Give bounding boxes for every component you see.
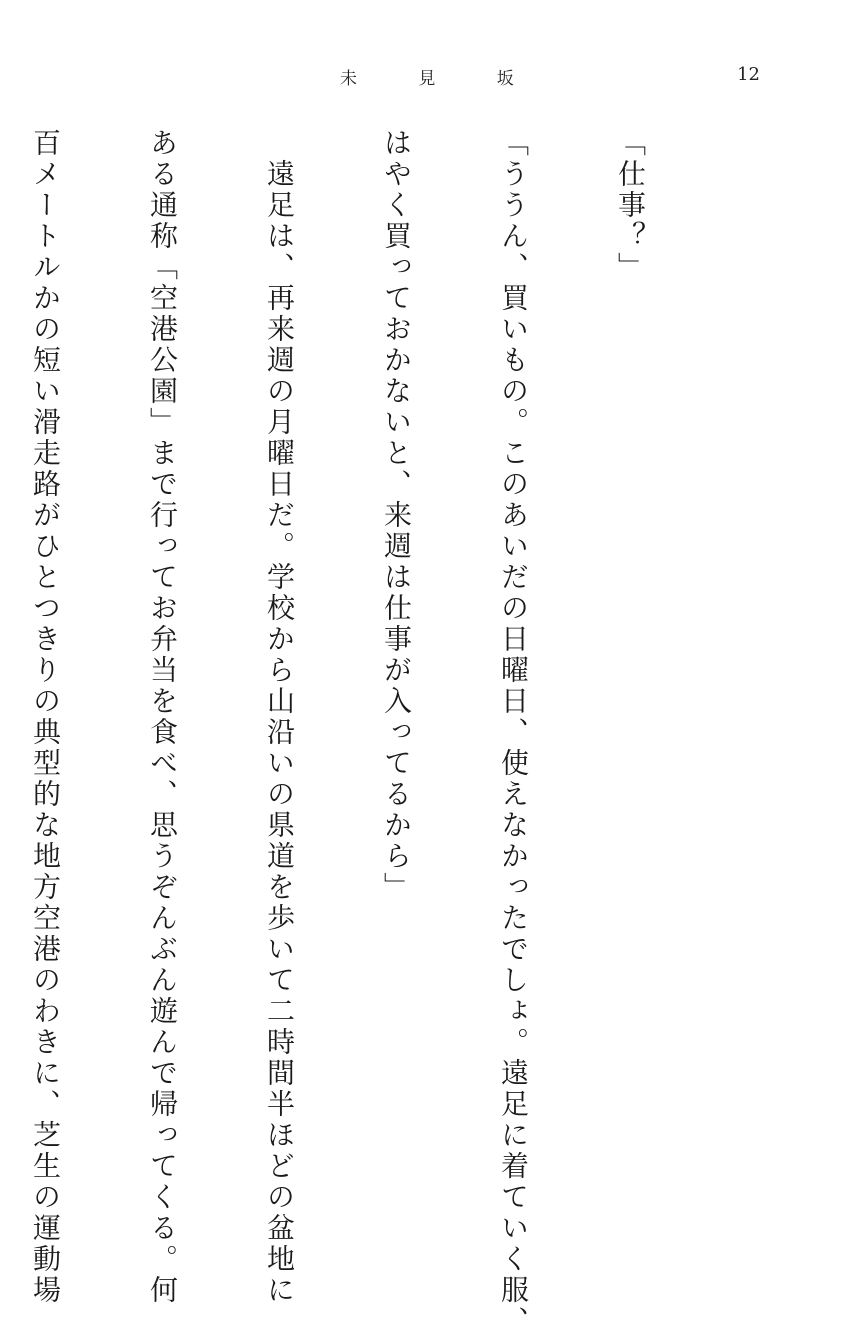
text-line: 「仕事？」 — [614, 128, 647, 283]
text-line: ある通称「空港公園」まで行ってお弁当を食べ、思うぞんぶん遊んで帰ってくる。何 — [146, 128, 179, 1306]
text-line: 百メートルかの短い滑走路がひとつきりの典型的な地方空港のわきに、芝生の運動場 — [29, 128, 62, 1306]
text-line: 「ううん、買いもの。このあいだの日曜日、使えなかったでしょ。遠足に着ていく服、 — [497, 128, 530, 1337]
text-line: はやく買っておかないと、来週は仕事が入ってるから」 — [380, 128, 413, 903]
running-title: 未 見 坂 — [340, 69, 542, 89]
text-line: 遠足は、再来週の月曜日だ。学校から山沿いの県道を歩いて二時間半ほどの盆地に — [263, 128, 296, 1306]
page-number: 12 — [737, 64, 760, 85]
vertical-body-text — [29, 128, 728, 1337]
